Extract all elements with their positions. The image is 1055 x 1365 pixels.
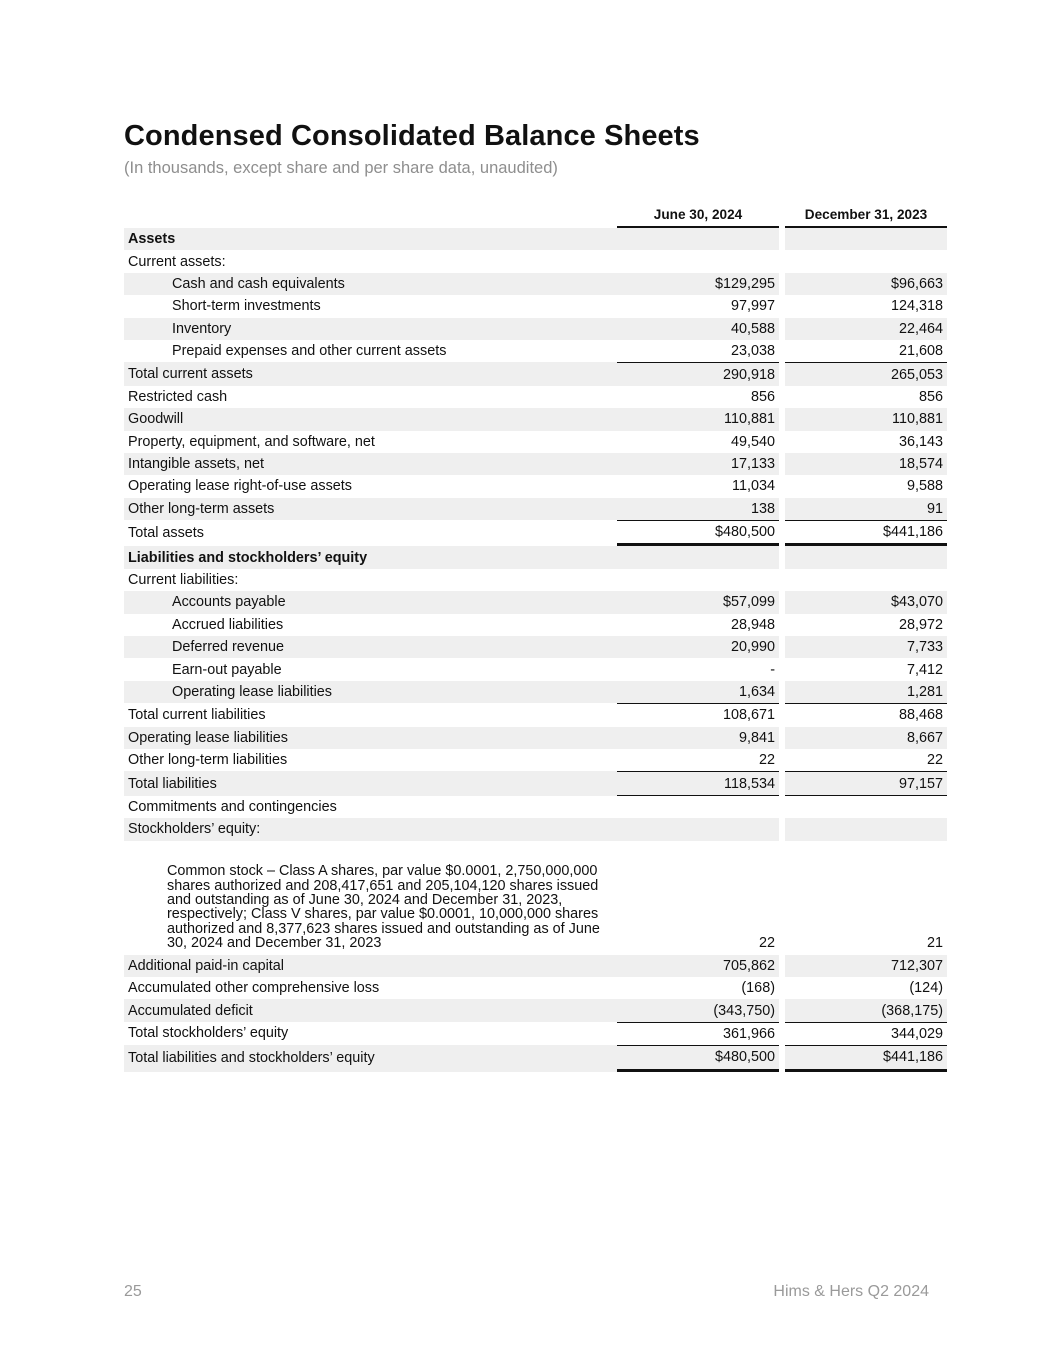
row-label: Total current liabilities (128, 706, 266, 723)
cell-june-2024: 17,133 (617, 453, 779, 475)
cell-december-2023: $441,186 (785, 1045, 947, 1071)
cell-june-2024: 108,671 (617, 703, 779, 726)
row-label: Current assets: (128, 253, 226, 270)
row-label: Common stock – Class A shares, par value $0.0001, 2,750,000,000 shares authorized and 208,417,651 and 205,104,120 shares issued and outstanding as of June 30, 2024 and December 31, 2023, respectively; Class V shares, par value $0.0001, 10,000,000 shares authorized and 8,377,623 shares issued and outstanding as of June 30, 2024 and December 31, 2023 (167, 863, 600, 952)
row-label: Total liabilities and stockholders’ equity (124, 1045, 617, 1071)
cell-june-2024: 110,881 (617, 408, 779, 430)
cell-december-2023: 91 (785, 498, 947, 520)
row-label: Total assets (128, 525, 204, 542)
row-label: Restricted cash (128, 388, 228, 405)
table-row-apic (124, 955, 947, 977)
row-label: Intangible assets, net (124, 453, 617, 475)
cell-december-2023: 18,574 (785, 453, 947, 475)
cell-december-2023: 9,588 (906, 478, 943, 495)
table-row-intangibles (124, 453, 947, 475)
table-row-accumulated-deficit (124, 999, 947, 1021)
table-row-prepaid (124, 340, 947, 362)
cell-december-2023: (124) (909, 980, 943, 997)
cell-december-2023 (785, 228, 947, 250)
row-label: Total current assets (124, 362, 617, 385)
cell-june-2024: 705,862 (617, 955, 779, 977)
table-row-liabilities-header (124, 546, 947, 568)
row-label: Earn-out payable (172, 661, 282, 678)
row-label: Assets (124, 228, 617, 250)
table-row-accounts-payable (124, 591, 947, 613)
cell-june-2024: 97,997 (730, 298, 775, 315)
table-row-common-stock (124, 841, 947, 955)
cell-december-2023: $441,186 (785, 520, 947, 546)
cell-june-2024: 118,534 (617, 771, 779, 795)
cell-june-2024: (168) (741, 980, 775, 997)
table-row-earnout-payable (124, 658, 947, 680)
cell-december-2023: 7,412 (906, 661, 943, 678)
row-label: Operating lease liabilities (124, 727, 617, 749)
cell-december-2023: 21 (926, 934, 943, 951)
header-blank (124, 202, 617, 228)
row-label: Short-term investments (172, 298, 321, 315)
row-label: Total stockholders’ equity (128, 1025, 289, 1042)
cell-june-2024: 22 (758, 934, 775, 951)
table-row-op-lease-lt (124, 727, 947, 749)
page-title: Condensed Consolidated Balance Sheets (124, 120, 700, 152)
cell-december-2023: (368,175) (785, 999, 947, 1021)
table-row-deferred-revenue (124, 636, 947, 658)
cell-december-2023: 1,281 (785, 681, 947, 703)
cell-december-2023: $43,070 (785, 591, 947, 613)
table-row-inventory (124, 318, 947, 340)
cell-december-2023: 110,881 (785, 408, 947, 430)
cell-june-2024: - (770, 661, 775, 678)
table-row-total-current-liabilities (124, 703, 947, 726)
row-label: Deferred revenue (124, 636, 617, 658)
table-row-op-lease-current (124, 681, 947, 703)
row-label: Accumulated other comprehensive loss (128, 980, 380, 997)
cell-june-2024: $480,500 (617, 520, 779, 546)
row-label: Other long-term liabilities (128, 752, 288, 769)
cell-december-2023: 36,143 (898, 433, 943, 450)
table-row-assets-header (124, 228, 947, 250)
table-row-total-liabilities-and-equity (124, 1045, 947, 1071)
cell-december-2023: 88,468 (785, 703, 947, 726)
cell-december-2023: 28,972 (898, 616, 943, 633)
cell-december-2023: 856 (918, 388, 943, 405)
table-row-restricted-cash (124, 386, 947, 408)
row-label: Accrued liabilities (172, 616, 284, 633)
table-row-total-assets (124, 520, 947, 546)
row-label: Other long-term assets (124, 498, 617, 520)
row-label: Commitments and contingencies (128, 798, 337, 815)
table-row-commitments (124, 796, 947, 818)
table-row-total-current-assets (124, 362, 947, 385)
row-label: Property, equipment, and software, net (128, 433, 375, 450)
cell-december-2023: 21,608 (898, 343, 943, 360)
cell-december-2023: 265,053 (785, 362, 947, 385)
cell-june-2024: 22 (758, 752, 775, 769)
cell-june-2024: 290,918 (617, 362, 779, 385)
row-label: Prepaid expenses and other current assets (172, 343, 447, 360)
table-row-total-liabilities (124, 771, 947, 795)
row-label: Accounts payable (124, 591, 617, 613)
cell-december-2023: 124,318 (890, 298, 943, 315)
cell-december-2023: $96,663 (785, 273, 947, 295)
page-number: 25 (124, 1283, 142, 1300)
cell-june-2024: 856 (750, 388, 775, 405)
cell-june-2024: (343,750) (617, 999, 779, 1021)
row-label: Operating lease right-of-use assets (128, 478, 352, 495)
column-header-december-2023: December 31, 2023 (785, 202, 947, 228)
page-subtitle: (In thousands, except share and per share data, unaudited) (124, 159, 558, 177)
row-label: Inventory (124, 318, 617, 340)
table-row-current-liabilities (124, 569, 947, 591)
table-row-accrued-liabilities (124, 614, 947, 636)
cell-june-2024: 9,841 (617, 727, 779, 749)
table-row-other-lt-liabilities (124, 749, 947, 771)
row-label: Goodwill (124, 408, 617, 430)
row-label: Stockholders’ equity: (124, 818, 617, 840)
cell-december-2023: 712,307 (785, 955, 947, 977)
cell-december-2023: 7,733 (785, 636, 947, 658)
cell-june-2024: $480,500 (617, 1045, 779, 1071)
row-label: Cash and cash equivalents (124, 273, 617, 295)
table-row-goodwill (124, 408, 947, 430)
row-label: Accumulated deficit (124, 999, 617, 1021)
table-row-total-stockholders-equity (124, 1022, 947, 1045)
cell-december-2023: 22 (926, 752, 943, 769)
table-row-cash (124, 273, 947, 295)
cell-june-2024: 1,634 (617, 681, 779, 703)
cell-june-2024: 49,540 (730, 433, 775, 450)
cell-june-2024: 138 (617, 498, 779, 520)
row-label: Total liabilities (124, 771, 617, 795)
cell-june-2024: 11,034 (732, 478, 775, 495)
table-row-rou-assets (124, 475, 947, 497)
cell-december-2023: 97,157 (785, 771, 947, 795)
cell-december-2023: 8,667 (785, 727, 947, 749)
cell-june-2024: 20,990 (617, 636, 779, 658)
row-label: Operating lease liabilities (124, 681, 617, 703)
table-row-current-assets (124, 250, 947, 272)
table-header-row (124, 202, 947, 228)
cell-june-2024: 40,588 (617, 318, 779, 340)
cell-june-2024: $129,295 (617, 273, 779, 295)
column-header-june-2024: June 30, 2024 (617, 202, 779, 228)
footer-brand: Hims & Hers Q2 2024 (773, 1283, 929, 1300)
table-row-stockholders-equity-header (124, 818, 947, 840)
cell-june-2024: $57,099 (617, 591, 779, 613)
table-row-ppe (124, 431, 947, 453)
cell-june-2024 (617, 228, 779, 250)
cell-june-2024: 23,038 (730, 343, 775, 360)
cell-june-2024: 28,948 (730, 616, 775, 633)
cell-december-2023: 22,464 (785, 318, 947, 340)
table-row-other-lt-assets (124, 498, 947, 520)
row-label: Additional paid-in capital (124, 955, 617, 977)
cell-june-2024: 361,966 (617, 1022, 779, 1045)
cell-december-2023: 344,029 (785, 1022, 947, 1045)
balance-sheet-table (124, 202, 947, 1072)
row-label: Current liabilities: (128, 572, 239, 589)
table-row-aocl (124, 977, 947, 999)
table-row-short-term-investments (124, 295, 947, 317)
row-label: Liabilities and stockholders’ equity (124, 546, 617, 568)
